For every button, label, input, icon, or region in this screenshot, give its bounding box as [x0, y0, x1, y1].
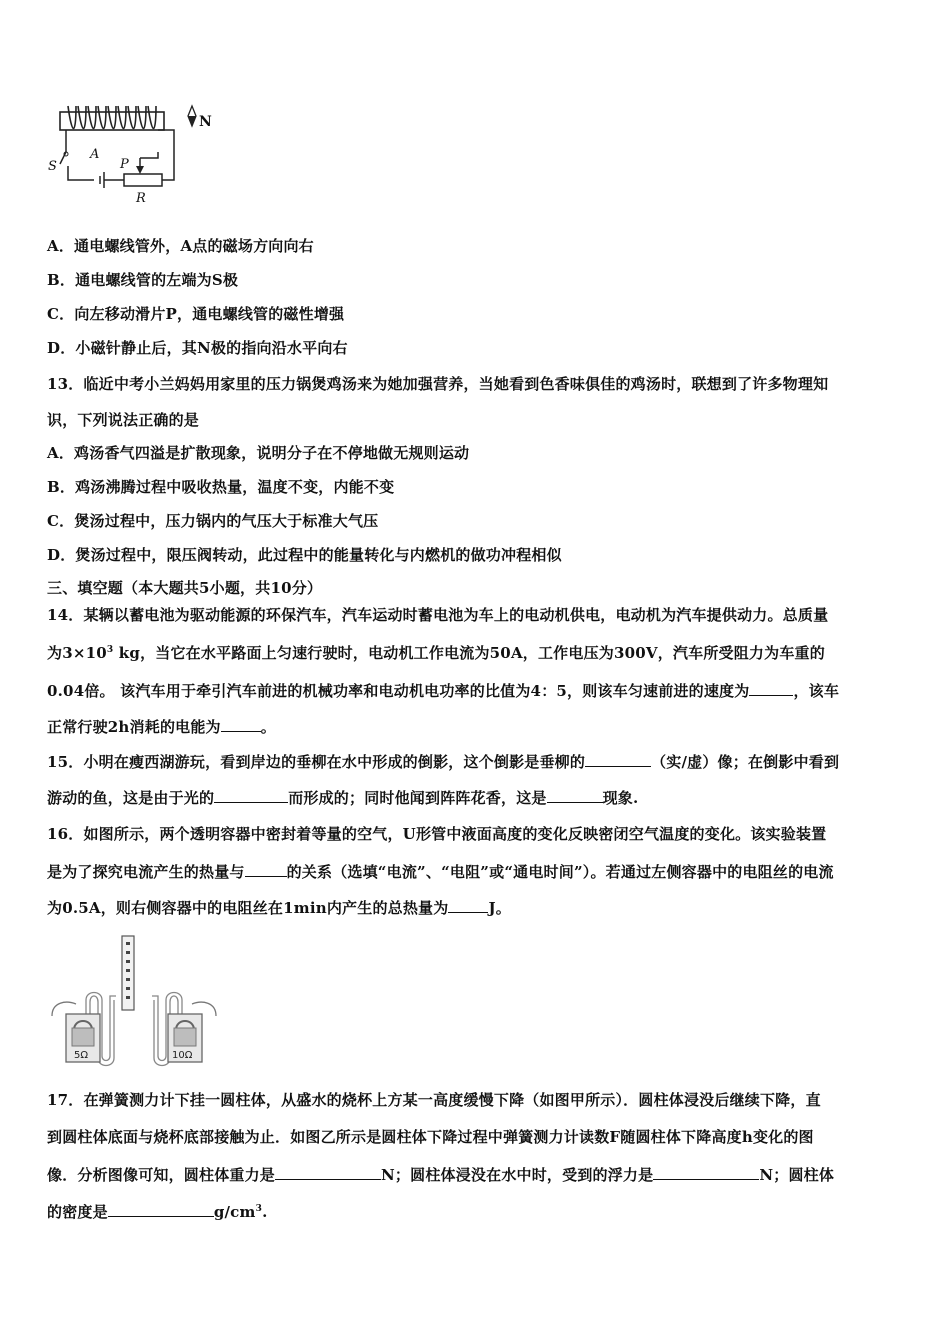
q17-line4-post: g/cm: [213, 1203, 256, 1221]
label-north: N: [199, 114, 212, 130]
q12-option-c: C．向左移动滑片P，通电螺线管的磁性增强: [47, 305, 345, 323]
label-point-a: A: [90, 147, 100, 162]
q16-blank-relation[interactable]: [245, 861, 287, 877]
q14-line2-pre: 为3×10: [47, 644, 107, 662]
q14-line4: [47, 716, 276, 737]
q17-line3-mid2: N；圆柱体: [759, 1166, 835, 1184]
q14-blank-energy[interactable]: [221, 716, 261, 732]
q14-line3-pre: 0.04倍。 该汽车用于牵引汽车前进的机械功率和电动机电功率的比值为4：5，则该车匀速前进的速度为: [47, 682, 750, 700]
q17-blank-buoyancy[interactable]: [653, 1164, 759, 1180]
q17-line4-end: .: [262, 1203, 268, 1221]
q17-blank-gravity[interactable]: [275, 1164, 381, 1180]
q15-line1-pre: 15．小明在瘦西湖游玩，看到岸边的垂柳在水中形成的倒影，这个倒影是垂柳的: [47, 753, 586, 771]
q17-line4: [47, 1201, 268, 1222]
q13-option-d: D．煲汤过程中，限压阀转动，此过程中的能量转化与内燃机的做功冲程相似: [47, 546, 562, 564]
q14-line4-pre: 正常行驶2h消耗的电能为: [47, 718, 221, 736]
q15-line2-pre: 游动的鱼，这是由于光的: [47, 789, 215, 807]
q16-line2-post: 的关系（选填“电流”、“电阻”或“通电时间”）。若通过左侧容器中的电阻丝的电流: [286, 863, 834, 881]
q13-option-a: A．鸡汤香气四溢是扩散现象，说明分子在不停地做无规则运动: [47, 444, 470, 462]
q16-line1: 16．如图所示，两个透明容器中密封着等量的空气，U形管中液面高度的变化反映密闭空气温度的变化。该实验装置: [47, 825, 827, 843]
label-switch: S: [48, 159, 57, 174]
q17-line2: 到圆柱体底面与烧杯底部接触为止．如图乙所示是圆柱体下降过程中弹簧测力计读数F随圆柱体下降高度h变化的图: [47, 1128, 814, 1146]
q15-line1-post: （实/虚）像；在倒影中看到: [651, 753, 840, 771]
q16-line2-pre: 是为了探究电流产生的热量与: [47, 863, 245, 881]
q16-line3-post: J。: [488, 899, 511, 917]
q14-line3: [47, 680, 839, 701]
q16-blank-heat[interactable]: [448, 897, 488, 913]
q17-exponent: 3: [255, 1204, 263, 1214]
q14-line2-post: kg，当它在水平路面上匀速行驶时，电动机工作电流为50A，工作电压为300V，汽车所受阻力为车重的: [113, 644, 825, 662]
q16-line3: [47, 897, 511, 918]
q17-blank-density[interactable]: [108, 1201, 214, 1217]
label-slider-p: P: [120, 157, 129, 172]
heating-apparatus-figure: [46, 930, 222, 1068]
q14-blank-speed[interactable]: [749, 680, 793, 696]
q17-line3-mid1: N；圆柱体浸没在水中时，受到的浮力是: [381, 1166, 654, 1184]
left-resistor-label: 5Ω: [74, 1050, 89, 1061]
q12-option-d: D．小磁针静止后，其N极的指向沿水平向右: [47, 339, 348, 357]
solenoid-circuit-figure: [46, 92, 216, 204]
q17-line4-pre: 的密度是: [47, 1203, 108, 1221]
label-resistor-r: R: [136, 191, 146, 204]
q15-line1: [47, 751, 839, 772]
q12-option-b: B．通电螺线管的左端为S极: [47, 271, 239, 289]
q12-option-a: A．通电螺线管外，A点的磁场方向向右: [47, 237, 314, 255]
section-heading: 三、填空题（本大题共5小题，共10分）: [47, 579, 323, 597]
q13-option-b: B．鸡汤沸腾过程中吸收热量，温度不变，内能不变: [47, 478, 395, 496]
q13-stem-line1: 13．临近中考小兰妈妈用家里的压力锅煲鸡汤来为她加强营养，当她看到色香味俱佳的鸡汤时，联想到了许多物理知: [47, 375, 829, 393]
q15-blank-light[interactable]: [214, 787, 288, 803]
q14-line4-post: 。: [260, 718, 276, 736]
q13-option-c: C．煲汤过程中，压力锅内的气压大于标准大气压: [47, 512, 379, 530]
q17-line3: [47, 1164, 834, 1185]
q14-line1: 14．某辆以蓄电池为驱动能源的环保汽车，汽车运动时蓄电池为车上的电动机供电，电动机为汽车提供动力。总质量: [47, 606, 829, 624]
q14-line2: [47, 643, 825, 663]
q16-line3-pre: 为0.5A，则右侧容器中的电阻丝在1min内产生的总热量为: [47, 899, 449, 917]
q15-blank-image[interactable]: [585, 751, 651, 767]
q15-line2-mid: 而形成的；同时他闻到阵阵花香，这是: [288, 789, 547, 807]
q15-line2-post: 现象.: [602, 789, 639, 807]
q13-stem-line2: 识，下列说法正确的是: [47, 411, 200, 429]
q17-line1: 17．在弹簧测力计下挂一圆柱体，从盛水的烧杯上方某一高度缓慢下降（如图甲所示）．圆柱体浸没后继续下降，直: [47, 1091, 821, 1109]
q15-line2: [47, 787, 638, 808]
right-resistor-label: 10Ω: [172, 1050, 193, 1061]
q17-line3-pre: 像．分析图像可知，圆柱体重力是: [47, 1166, 276, 1184]
q15-blank-phenomenon[interactable]: [547, 787, 603, 803]
q14-line3-post: ，该车: [793, 682, 840, 700]
q16-line2: [47, 861, 834, 882]
q14-exponent: 3: [106, 645, 114, 655]
